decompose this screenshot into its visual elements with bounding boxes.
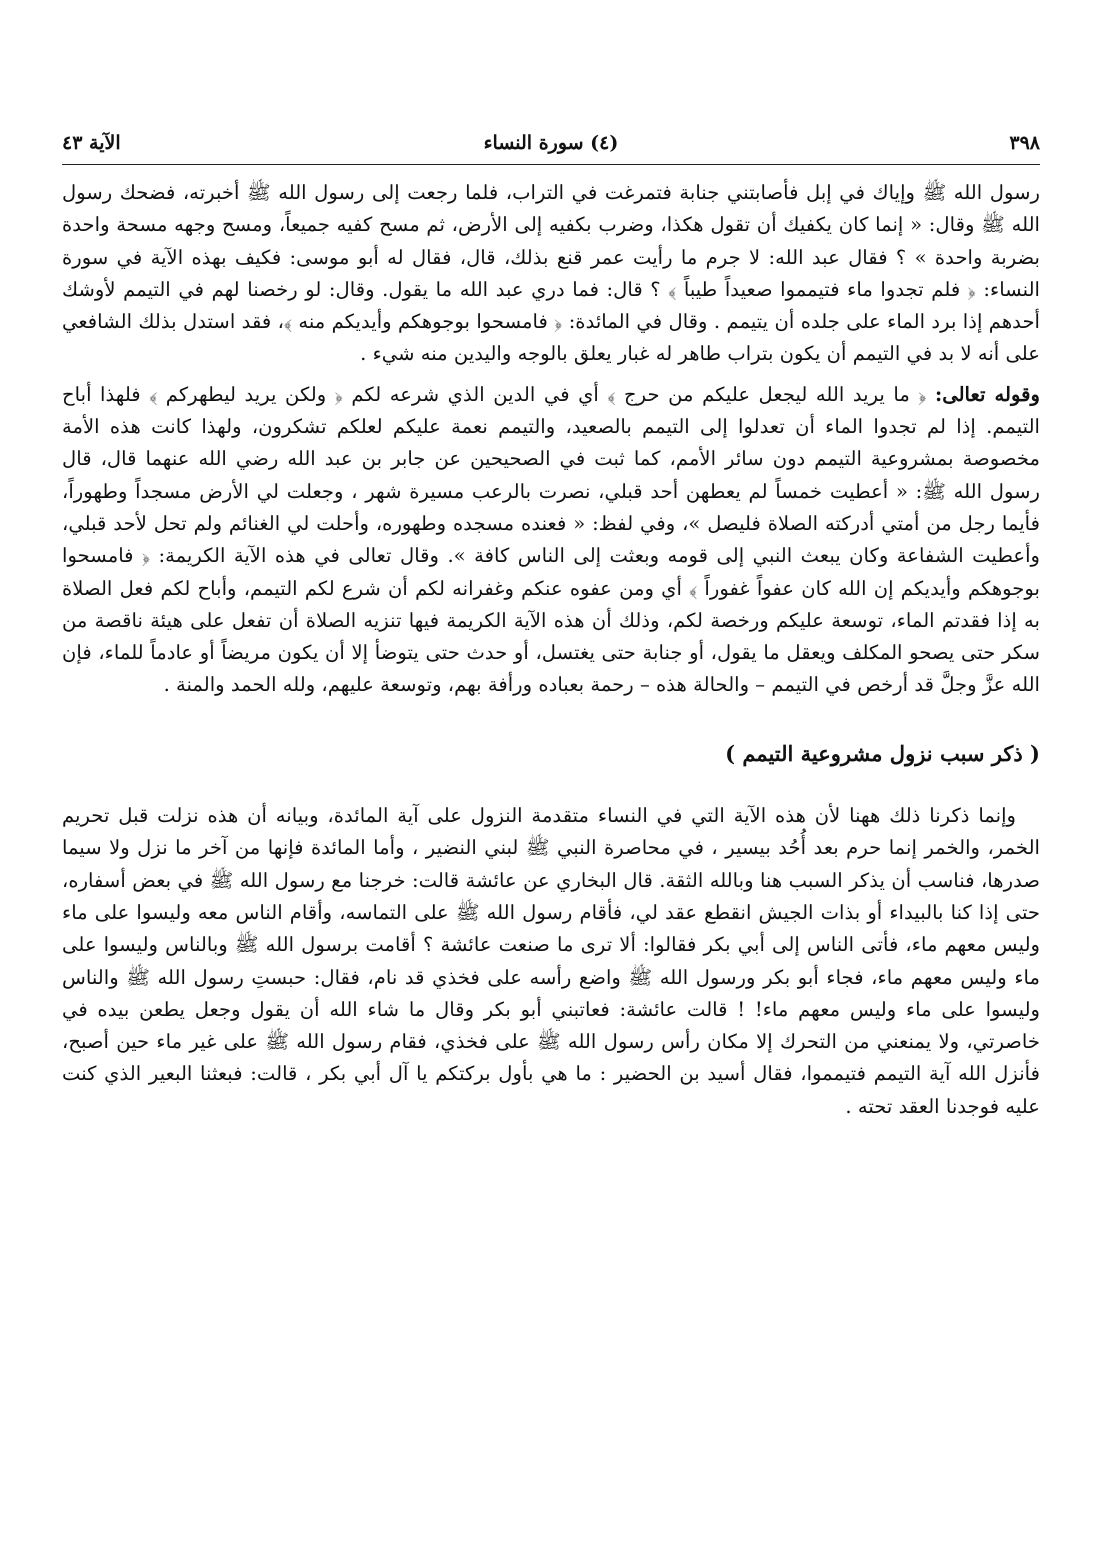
paragraph-1: [62, 177, 1040, 371]
section-paragraph: وإنما ذكرنا ذلك ههنا لأن هذه الآية التي في النساء متقدمة النزول على آية المائدة، وبيانه أن هذه نزلت قبل تحريم الخمر، والخمر إنما حرم بعد أُحُد بيسير ، في محاصرة النبي ﷺ لبني النضير ، وأما المائدة فإنها من آخر ما نزل ولا سيما صدرها، فناسب أن يذكر السبب هنا وبالله الثقة. قال البخاري عن عائشة قالت: خرجنا مع رسول الله ﷺ في بعض أسفاره، حتى إذا كنا بالبيداء أو بذات الجيش انقطع عقد لي، فأقام رسول الله ﷺ على التماسه، وأقام الناس معه وليسوا على ماء وليس معهم ماء، فأتى الناس إلى أبي بكر فقالوا: ألا ترى ما صنعت عائشة ؟ أقامت برسول الله ﷺ وبالناس وليسوا على ماء وليس معهم ماء، فجاء أبو بكر ورسول الله ﷺ واضع رأسه على فخذي قد نام، فقال: حبستِ رسول الله ﷺ والناس وليسوا على ماء وليس معهم ماء! ! قالت عائشة: فعاتبني أبو بكر وقال ما شاء الله أن يقول وجعل يطعن بيده في خاصرتي، ولا يمنعني من التحرك إلا مكان رأس رسول الله ﷺ على فخذي، فقام رسول الله ﷺ على غير ماء حين أصبح، فأنزل الله آية التيمم فتيمموا، فقال أسيد بن الحضير : ما هي بأول بركتكم يا آل أبي بكر ، قالت: فبعثنا البعير الذي كنت عليه فوجدنا العقد تحته .: [62, 804, 1040, 1118]
page-number: ٣٩٨: [1009, 132, 1040, 154]
paragraph-text: ﴿ ما يريد الله ليجعل عليكم من حرج ﴾ أي في الدين الذي شرعه لكم ﴿ ولكن يريد ليطهركم ﴾ فلهذا أباح التيمم. إذا لم تجدوا الماء أن تعدلوا إلى التيمم بالصعيد، والتيمم نعمة عليكم لعلكم تشكرون، ولهذا كانت هذه الأمة مخصوصة بمشروعية التيمم دون سائر الأمم، كما ثبت في الصحيحين عن جابر بن عبد الله رضي الله عنهما قال، قال رسول الله ﷺ: « أعطيت خمساً لم يعطهن أحد قبلي، نصرت بالرعب مسيرة شهر ، وجعلت لي الأرض مسجداً وطهوراً، فأيما رجل من أمتي أدركته الصلاة فليصل »، وفي لفظ: « فعنده مسجده وطهوره، وأحلت لي الغنائم ولم تحل لأحد قبلي، وأعطيت الشفاعة وكان يبعث النبي إلى قومه وبعثت إلى الناس كافة ». وقال تعالى في هذه الآية الكريمة: ﴿ فامسحوا بوجوهكم وأيديكم إن الله كان عفواً غفوراً ﴾ أي ومن عفوه عنكم وغفرانه لكم أن شرع لكم التيمم، وأباح لكم فعل الصلاة به إذا فقدتم الماء، توسعة عليكم ورخصة لكم، وذلك أن هذه الآية الكريمة فيها تنزيه الصلاة أن تفعل على هيئة ناقصة من سكر حتى يصحو المكلف ويعقل ما يقول، أو جنابة حتى يغتسل، أو حدث حتى يتوضأ إلا أن يكون مريضاً أو عادماً للماء، فإن الله عزَّ وجلَّ قد أرخص في التيمم – والحالة هذه – رحمة بعباده ورأفة بهم، وتوسعة عليهم، ولله الحمد والمنة .: [62, 382, 1040, 697]
section-heading: ( ذكر سبب نزول مشروعية التيمم ): [725, 740, 1040, 766]
page-body: [62, 177, 1040, 1123]
paragraph-text: رسول الله ﷺ وإياك في إبل فأصابتني جنابة فتمرغت في التراب، فلما رجعت إلى رسول الله ﷺ أخبرته، فضحك رسول الله ﷺ وقال: « إنما كان يكفيك أن تقول هكذا، وضرب بكفيه إلى الأرض، ثم مسح كفيه جميعاً، ومسح وجهه مسحة واحدة بضربة واحدة » ؟ فقال عبد الله: لا جرم ما رأيت عمر قنع بذلك، قال، فقال له أبو موسى: فكيف بهذه الآية في سورة النساء: ﴿ فلم تجدوا ماء فتيمموا صعيداً طيباً ﴾ ؟ قال: فما دري عبد الله ما يقول. وقال: لو رخصنا لهم في التيمم لأوشك أحدهم إذا برد الماء على جلده أن يتيمم . وقال في المائدة: ﴿ فامسحوا بوجوهكم وأيديكم منه ﴾، فقد استدل بذلك الشافعي على أنه لا بد في التيمم أن يكون بتراب طاهر له غبار يعلق بالوجه واليدين منه شيء .: [62, 181, 1040, 366]
aya-label: الآية ٤٣: [62, 132, 121, 154]
paragraph-2: [62, 379, 1040, 702]
page-header: [62, 130, 1040, 165]
surah-title: (٤) سورة النساء: [483, 132, 619, 154]
book-page: [62, 130, 1040, 1510]
paragraph-lead: وقوله تعالى:: [935, 382, 1040, 406]
